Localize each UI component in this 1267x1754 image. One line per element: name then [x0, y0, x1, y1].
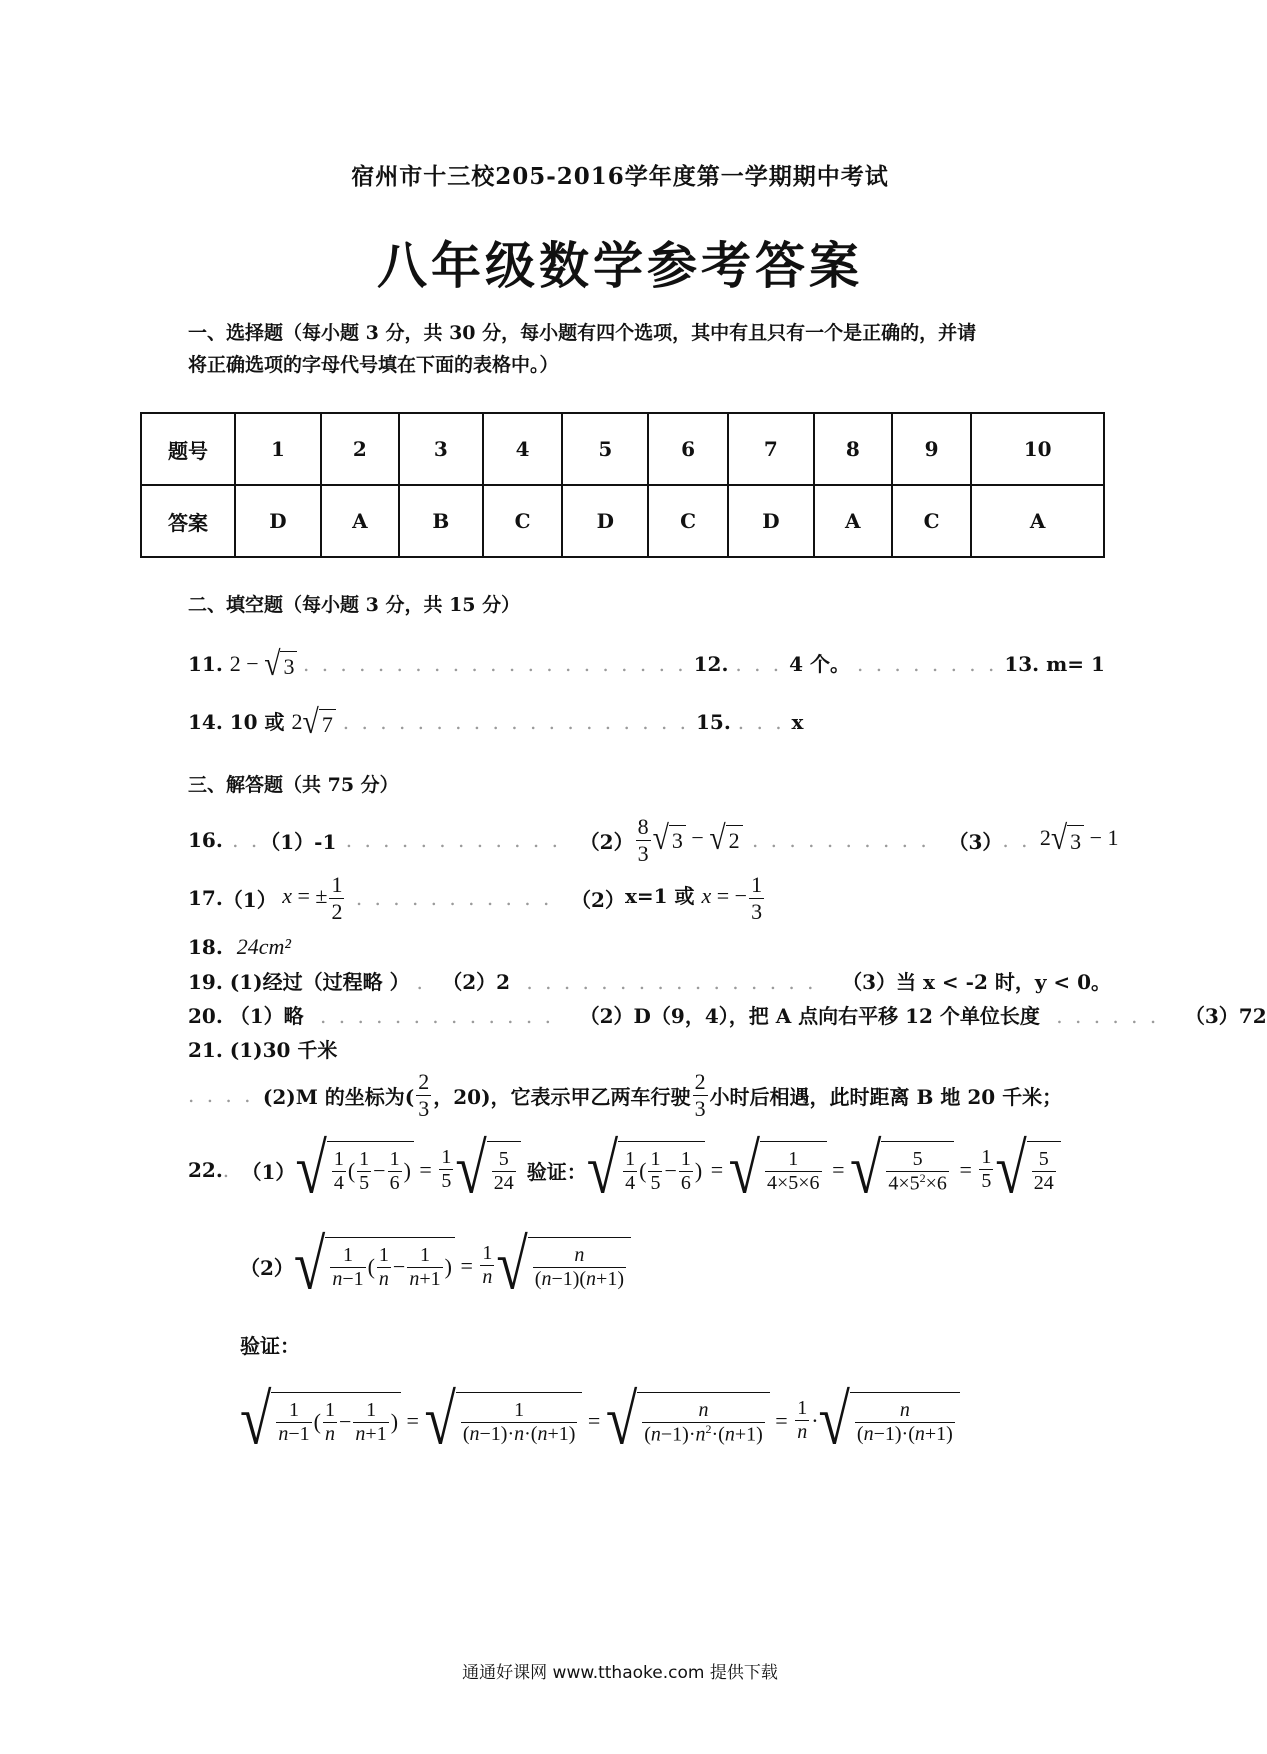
q21-part2-mid: ，20)，它表示甲乙两车行驶	[433, 1084, 691, 1109]
q21-row1	[188, 1034, 337, 1063]
table-cell-answer: C	[648, 485, 728, 557]
q22-part1-verification: √ $\frac{1}{4}$ ( $\frac{1}{5}$ − $\frac{1}{6}$ ) = √ $\frac{1}{4\times 5\times 6}$ = √ $\frac{5}{4\times 5^2\times 6}$ = $\frac{1}{5}$ √ $\frac{5}{24}$	[587, 1141, 1061, 1198]
document-header: 宿州市十三校205-2016学年度第一学期期中考试	[351, 163, 889, 190]
q19-row: 19. (1)经过（过程略 ） . （2）2 . . . . . . . . . . . . . . . . （3）当 x < -2 时，y < 0。	[188, 970, 1112, 994]
table-cell-answer: A	[814, 485, 892, 557]
table-cell-number: 1	[235, 413, 321, 485]
q22-part1-row: 22. . （1） √ $\frac{1}{4}$ ( $\frac{1}{5}$ − $\frac{1}{6}$ ) = $\frac{1}{5}$ √ $\frac{5}{24}$ 验证： √ $\frac{1}{4}$ ( $\frac{1}{5}$ − $\frac{1}{6}$ ) = √ $\frac{1}{4\times 5\times 6}$ = √ $\frac{5}{4\times 5^2\times 6}$ = $\frac{1}{5}$ √ $\frac{5}{24}$	[188, 1130, 1061, 1210]
footer-source: 通通好课网 www.tthaoke.com 提供下载	[462, 1663, 778, 1683]
q17-row: 17. （1） x = ± $\frac{1}{2}$ . . . . . . . . . . . （2） x=1 或 x = − $\frac{1}{3}$	[188, 866, 766, 930]
q20-part2: （2）D（9，4），把 A 点向右平移 12 个单位长度	[579, 1004, 1040, 1028]
table-header-answer: 答案	[141, 485, 235, 557]
q21-label: 21.	[188, 1038, 223, 1062]
q22-verify-inline: 验证：	[526, 1159, 587, 1184]
q13-label: 13.	[1004, 652, 1040, 676]
q19-part2: （2）2	[442, 970, 511, 994]
q14-answer: 10 或 2 √ 7	[230, 710, 336, 734]
q18-row	[188, 934, 291, 960]
q22-part2-formula: √ $\frac{1}{n-1}$ ( $\frac{1}{n}$ − $\frac{1}{n+1}$ ) = $\frac{1}{n}$ √ $\frac{n}{(n-1)(n+1)}$	[294, 1237, 631, 1294]
q14-label: 14.	[188, 710, 223, 734]
q11-answer: 2 − √ 3	[230, 651, 303, 676]
q18-label: 18.	[188, 935, 223, 959]
fill-row-11-13: 11. 2 − √ 3 . . . . . . . . . . . . . . . . . . . . . 12. . . . 4 个。 . . . . . . . . 13. m= 1	[188, 646, 1105, 684]
table-row-answers	[141, 485, 1104, 557]
q17-label: 17.	[188, 886, 223, 910]
table-cell-number: 10	[971, 413, 1104, 485]
q22-label: 22.	[188, 1158, 223, 1182]
q20-row: 20. （1）略 . . . . . . . . . . . . . （2）D（9，4），把 A 点向右平移 12 个单位长度 . . . . . . （3）72	[188, 1004, 1267, 1028]
table-row-numbers	[141, 413, 1104, 485]
q17-part2-answer: x=1 或 x = − $\frac{1}{3}$	[624, 872, 763, 924]
q17-part1-label: （1）	[222, 887, 277, 912]
q21-part2-pre: (2)M 的坐标为(	[262, 1084, 415, 1109]
q18-answer: 24cm²	[236, 934, 291, 959]
q20-part3: （3）72	[1184, 1004, 1267, 1028]
q20-label: 20.	[188, 1004, 223, 1028]
table-cell-answer: C	[892, 485, 972, 557]
q15-answer: x	[791, 710, 804, 734]
q16-part3-label: （3）	[948, 829, 1003, 854]
table-cell-number: 8	[814, 413, 892, 485]
q15-label: 15.	[696, 710, 731, 734]
q17-part2-label: （2）	[571, 887, 625, 912]
q19-part3: （3）当 x < -2 时，y < 0。	[842, 970, 1112, 994]
q22-part1-formula: √ $\frac{1}{4}$ ( $\frac{1}{5}$ − $\frac{1}{6}$ ) = $\frac{1}{5}$ √ $\frac{5}{24}$	[295, 1141, 520, 1198]
table-cell-number: 2	[321, 413, 399, 485]
q22-verification-row	[240, 1378, 960, 1464]
q16-label: 16.	[188, 828, 223, 852]
q16-part2-label: （2）	[579, 829, 634, 854]
q16-part3-answer: 2 √ 3 − 1	[1039, 820, 1119, 858]
q21-part1: (1)30 千米	[229, 1038, 338, 1062]
table-cell-answer: A	[321, 485, 399, 557]
fill-row-14-15: 14. 10 或 2 √ 7 . . . . . . . . . . . . . . . . . . . 15. . . . x	[188, 704, 804, 742]
table-cell-number: 5	[562, 413, 648, 485]
table-cell-answer: D	[728, 485, 814, 557]
table-cell-number: 9	[892, 413, 972, 485]
answer-table	[140, 412, 1105, 558]
q12-label: 12.	[693, 652, 729, 676]
q21-row2: . . . . (2)M 的坐标为( $\frac{2}{3}$ ，20)，它表示甲乙两车行驶 $\frac{2}{3}$ 小时后相遇，此时距离 B 地 20 千米；	[188, 1069, 1063, 1121]
section3-heading: 三、解答题（共 75 分）	[188, 774, 399, 796]
section2-heading: 二、填空题（每小题 3 分，共 15 分）	[188, 594, 521, 616]
table-cell-number: 3	[399, 413, 483, 485]
table-cell-answer: D	[235, 485, 321, 557]
q16-part1: （1）-1	[260, 829, 337, 854]
q11-label: 11.	[188, 652, 223, 676]
q16-row: 16. . . （1）-1 . . . . . . . . . . . . （2） $\frac{8}{3}$ √ 3 − √ 2 . . . . . . . . . . （3） . . 2 √ 3 − 1	[188, 814, 1119, 866]
q17-part1-answer: x = ± $\frac{1}{2}$	[282, 872, 343, 924]
q13-answer: m= 1	[1046, 652, 1105, 676]
q22-part2-label: （2）	[240, 1255, 294, 1280]
table-cell-answer: D	[562, 485, 648, 557]
table-header-question-number: 题号	[141, 413, 235, 485]
q19-label: 19.	[188, 970, 223, 994]
section1-instruction-line2: 将正确选项的字母代号填在下面的表格中。）	[188, 354, 559, 376]
q20-part1: （1）略	[229, 1004, 304, 1028]
q22-verify-label: 验证：	[240, 1334, 300, 1358]
q16-part2-answer: $\frac{8}{3}$ √ 3 − √ 2	[634, 814, 743, 866]
q22-part1-label: （1）	[241, 1159, 296, 1184]
document-title: 八年级数学参考答案	[377, 236, 863, 295]
table-cell-answer: B	[399, 485, 483, 557]
q21-part2-post: 小时后相遇，此时距离 B 地 20 千米；	[709, 1084, 1063, 1109]
table-cell-answer: C	[483, 485, 563, 557]
q22-part2-verification: √ $\frac{1}{n-1}$ ( $\frac{1}{n}$ − $\frac{1}{n+1}$ ) = √ $\frac{1}{(n-1)\cdot n\cdot(n+1)}$ = √ $\frac{n}{(n-1)\cdot n^2\cdot(n+1)}$ = $\frac{1}{n}$ · √ $\frac{n}{(n-1)\cdot(n+1)}$	[240, 1392, 960, 1449]
table-cell-number: 7	[728, 413, 814, 485]
q22-part2-row	[240, 1226, 631, 1306]
q19-part1: (1)经过（过程略 ）	[229, 970, 410, 994]
table-cell-answer: A	[971, 485, 1104, 557]
table-cell-number: 6	[648, 413, 728, 485]
section1-instruction-line1: 一、选择题（每小题 3 分，共 30 分，每小题有四个选项，其中有且只有一个是正确的，并请	[188, 322, 977, 344]
table-cell-number: 4	[483, 413, 563, 485]
q12-answer: 4 个。	[789, 652, 851, 676]
